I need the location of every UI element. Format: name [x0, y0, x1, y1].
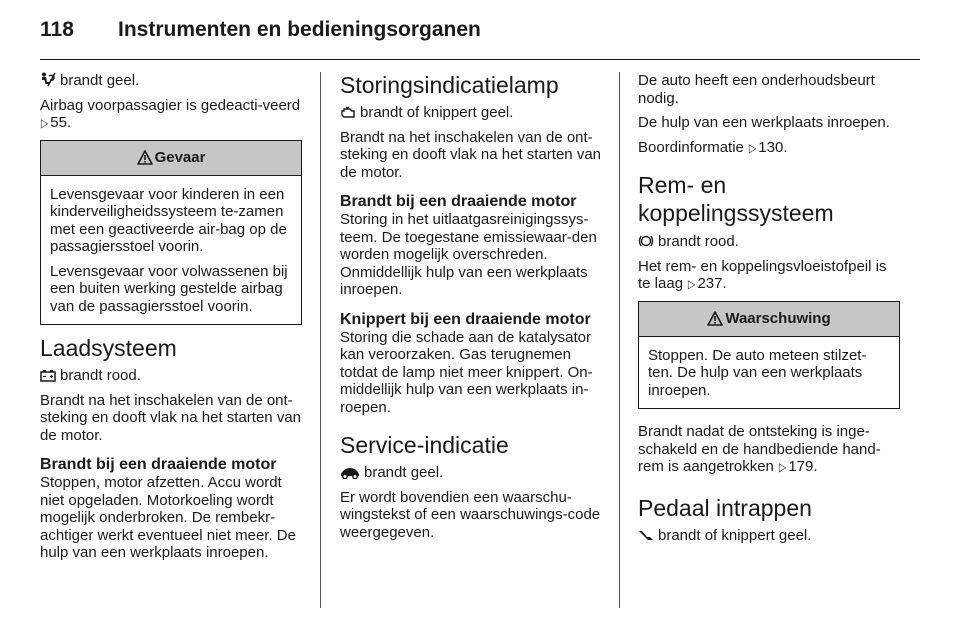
section-heading: Service-indicatie: [340, 432, 509, 458]
service-text: Er wordt bovendien een waarschu-wingstekst of een waarschuwings-code weergegeven.: [340, 488, 601, 541]
service-continued-text: Boordinformatie ▷ 130.: [638, 138, 788, 156]
airbag-text: Airbag voorpassagier is gedeacti-veerd ▷ 55.: [40, 96, 301, 131]
page-reference[interactable]: 55.: [50, 114, 72, 131]
airbag-off-icon: [40, 72, 56, 87]
header-divider: [40, 59, 920, 60]
reference-arrow-icon: ▷: [748, 140, 757, 155]
brake-system-icon: [638, 234, 654, 248]
malfunction-status-line: brandt of knippert geel.: [340, 104, 604, 122]
malfunction-text: Brandt na het inschakelen van de ont-steking en dooft vlak na het starten van de motor.: [340, 128, 601, 181]
section-heading: Storingsindicatielamp: [340, 72, 559, 98]
danger-box: [40, 140, 302, 326]
reference-arrow-icon: ▷: [779, 460, 787, 474]
airbag-status-line: brandt geel.: [40, 72, 302, 90]
danger-box-title: Gevaar: [41, 141, 301, 176]
brake-text: Het rem- en koppelingsvloeistofpeil is te laag ▷ 237.: [638, 257, 887, 292]
service-continued-text: De hulp van een werkplaats inroepen.: [638, 114, 890, 131]
danger-text: Levensgevaar voor kinderen in een kinderveiligheidssysteem te-zamen met een geactiveerde air-bag op de passagiersstoel voorin.: [50, 185, 287, 255]
pedal-icon: [638, 529, 654, 542]
page-title: Instrumenten en bedieningsorganen: [118, 18, 481, 41]
column-divider: [619, 72, 620, 608]
column-right: [638, 72, 900, 551]
malfunction-sub2-text: Storing die schade aan de katalysator kan veroorzaken. Gas terugnemen totdat de lamp niet meer knippert. On-middellijk hulp van een werkplaats in-roepen.: [340, 328, 593, 416]
service-status-line: brandt geel.: [340, 464, 604, 482]
section-heading: Pedaal intrappen: [638, 494, 812, 521]
page-header: [40, 14, 920, 58]
subsection-heading: Brandt bij een draaiende motor: [40, 456, 277, 473]
column-left: [40, 72, 302, 569]
warning-triangle-icon: [707, 311, 723, 326]
brake-status-line: brandt rood.: [638, 233, 900, 251]
column-middle: [340, 72, 604, 548]
warning-triangle-icon: [137, 150, 153, 165]
pedal-status-line: brandt of knippert geel.: [638, 527, 900, 545]
service-wrench-icon: [340, 466, 360, 479]
warning-text: Stoppen. De auto meteen stilzet-ten. De hulp van een werkplaats inroepen.: [648, 346, 867, 399]
section-heading: Laadsysteem: [40, 335, 177, 361]
column-divider: [320, 72, 321, 608]
charging-status-line: brandt rood.: [40, 367, 302, 385]
danger-text: Levensgevaar voor volwassenen bij een buiten werking gestelde airbag van de passagiersstoel voorin.: [50, 262, 288, 315]
malfunction-sub1-text: Storing in het uitlaatgasreinigingssys-teem. De toegestane emissiewaar-den worden mogelijk overschreden. Onmiddellijk hulp van een werkplaats inroepen.: [340, 211, 597, 298]
subsection-heading: Knippert bij een draaiende motor: [340, 310, 591, 328]
section-heading: Rem- en koppelingssysteem: [638, 172, 834, 226]
charging-text: Brandt na het inschakelen van de ont-steking en dooft vlak na het starten van de motor.: [40, 391, 301, 444]
service-continued-text: De auto heeft een onderhoudsbeurt nodig.: [638, 72, 875, 107]
engine-check-icon: [340, 106, 356, 119]
page-reference[interactable]: 179.: [788, 458, 818, 475]
page-number: 118: [40, 18, 74, 41]
subsection-heading: Brandt bij een draaiende motor: [340, 193, 577, 210]
warning-box: [638, 301, 900, 410]
reference-arrow-icon: ▷: [688, 277, 696, 291]
page-reference[interactable]: 130.: [758, 138, 788, 156]
page-reference[interactable]: 237.: [697, 275, 727, 292]
charging-sub-text: Stoppen, motor afzetten. Accu wordt niet opgeladen. Motorkoeling wordt mogelijk onderbroken. De rembekr-achtiger werkt eventueel niet meer. De hulp van een werkplaats inroepen.: [40, 474, 296, 561]
warning-box-title: Waarschuwing: [639, 302, 899, 337]
battery-icon: [40, 369, 56, 382]
reference-arrow-icon: ▷: [40, 116, 49, 130]
brake-text-2: Brandt nadat de ontsteking is inge-schakeld en de handbediende hand-rem is aangetrokken ▷ 179.: [638, 423, 881, 475]
